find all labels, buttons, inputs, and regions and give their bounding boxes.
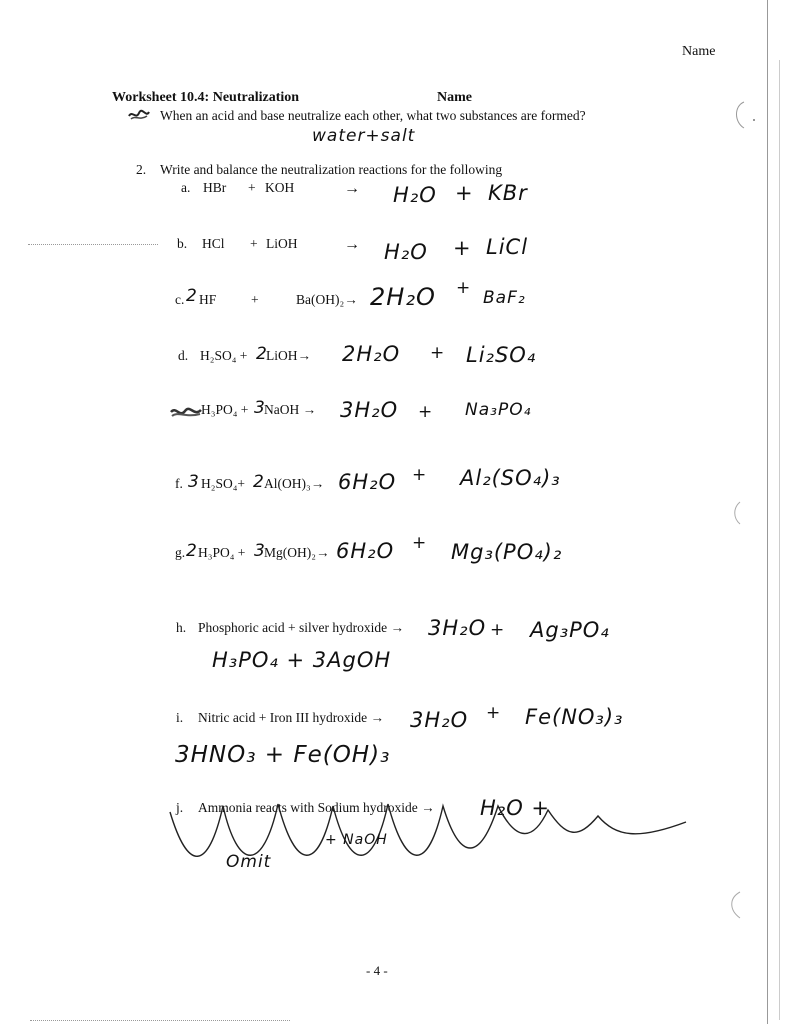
question2-text: Write and balance the neutralization reactions for the following	[160, 162, 503, 177]
reaction-c-product1: 2H₂O	[370, 283, 436, 311]
reaction-f-label: f.	[175, 476, 183, 491]
reaction-c-reactant1: HF	[199, 292, 217, 307]
reaction-f-reactant2: Al(OH)₃→	[264, 476, 325, 491]
reaction-d-reactant1: H₂SO₄ +	[200, 348, 248, 363]
reaction-b-product1: H₂O	[384, 240, 428, 264]
margin-mark	[730, 100, 758, 135]
margin-mark-2	[730, 500, 744, 531]
reaction-f-product-plus: +	[412, 465, 428, 485]
reaction-c-product2: BaF₂	[483, 288, 526, 308]
reaction-a-plus: +	[248, 180, 256, 195]
reaction-b-reactant2: LiOH	[266, 236, 298, 251]
reaction-a-product1: H₂O	[393, 183, 437, 207]
name-label: Name	[437, 90, 472, 105]
reaction-b-label: b.	[177, 236, 188, 251]
reaction-c-plus: +	[251, 292, 259, 307]
reaction-f-coef2: 2	[253, 472, 265, 492]
reaction-g-product1: 6H₂O	[336, 539, 395, 563]
scan-dots-bottom	[30, 1020, 290, 1021]
reaction-e-reactant2: NaOH →	[264, 402, 317, 417]
reaction-d-product-plus: +	[430, 343, 446, 363]
reaction-h-formula: H₃PO₄ + 3AgOH	[212, 648, 392, 672]
reaction-c-reactant2: Ba(OH)₂→	[296, 292, 358, 307]
reaction-i-formula: 3HNO₃ + Fe(OH)₃	[175, 742, 391, 768]
reaction-c-product-plus: +	[456, 278, 472, 298]
reaction-b-plus: +	[250, 236, 258, 251]
reaction-f-product1: 6H₂O	[338, 470, 397, 494]
question2-number: 2.	[136, 162, 147, 177]
reaction-g-product2: Mg₃(PO₄)₂	[451, 540, 563, 564]
reaction-a-product-plus: +	[455, 181, 474, 205]
reaction-d-coef2: 2	[256, 344, 268, 364]
scan-edge-line-2	[779, 60, 780, 1020]
reaction-g-coef1: 2	[186, 541, 198, 561]
reaction-h-product2: Ag₃PO₄	[530, 618, 610, 642]
reaction-h-product1: 3H₂O	[428, 616, 487, 640]
scan-edge-line	[767, 0, 768, 1024]
reaction-d-reactant2: LiOH→	[266, 348, 311, 363]
reaction-g-reactant1: H₃PO₄ +	[198, 545, 246, 560]
reaction-b-product2: LiCl	[486, 235, 529, 259]
reaction-e-product2: Na₃PO₄	[465, 400, 532, 420]
reaction-j-label: j.	[176, 800, 184, 815]
reaction-d-product2: Li₂SO₄	[466, 343, 537, 367]
page-number: - 4 -	[366, 963, 388, 978]
reaction-i-product2: Fe(NO₃)₃	[525, 705, 624, 729]
reaction-j-formula: + NaOH	[325, 832, 388, 848]
question1-answer: water+salt	[312, 126, 416, 146]
reaction-d-label: d.	[178, 348, 189, 363]
reaction-g-reactant2: Mg(OH)₂→	[264, 545, 330, 560]
scribble-icon	[128, 108, 150, 127]
smudge-icon	[170, 405, 202, 424]
reaction-h-label: h.	[176, 620, 187, 635]
reaction-c-label: c.	[175, 292, 185, 307]
top-name-label: Name	[682, 44, 716, 59]
reaction-g-product-plus: +	[412, 533, 428, 553]
reaction-a-reactant2: KOH	[265, 180, 295, 195]
reaction-c-coef1: 2	[186, 286, 198, 306]
reaction-b-product-plus: +	[453, 236, 472, 260]
reaction-g-label: g.	[175, 545, 186, 560]
reaction-a-arrow: →	[344, 180, 360, 197]
reaction-b-reactant1: HCl	[202, 236, 225, 251]
reaction-e-product1: 3H₂O	[340, 398, 399, 422]
reaction-i-product-plus: +	[486, 703, 502, 723]
reaction-i-product1: 3H₂O	[410, 708, 469, 732]
margin-mark-3	[726, 890, 746, 925]
reaction-f-reactant1: H₂SO₄+	[201, 476, 246, 491]
reaction-a-label: a.	[181, 180, 191, 195]
reaction-i-label: i.	[176, 710, 184, 725]
reaction-j-note: Omit	[226, 852, 272, 872]
reaction-a-product2: KBr	[488, 181, 528, 205]
reaction-e-product-plus: +	[418, 402, 434, 422]
reaction-j-product: H₂O +	[480, 796, 551, 820]
question1-text: When an acid and base neutralize each other, what two substances are formed?	[160, 108, 586, 123]
reaction-j-text: Ammonia reacts with Sodium hydroxide →	[198, 800, 435, 815]
reaction-f-coef1: 3	[188, 472, 200, 492]
reaction-e-reactant1: H₃PO₄ +	[201, 402, 249, 417]
reaction-g-coef2: 3	[254, 541, 266, 561]
reaction-d-product1: 2H₂O	[342, 342, 401, 366]
reaction-a-reactant1: HBr	[203, 180, 227, 195]
reaction-h-text: Phosphoric acid + silver hydroxide →	[198, 620, 404, 635]
reaction-f-product2: Al₂(SO₄)₃	[460, 466, 561, 490]
scan-dots-left	[28, 244, 158, 245]
reaction-e-coef2: 3	[254, 398, 266, 418]
reaction-h-product-plus: +	[490, 620, 506, 640]
reaction-b-arrow: →	[344, 236, 360, 253]
reaction-i-text: Nitric acid + Iron III hydroxide →	[198, 710, 385, 725]
worksheet-title: Worksheet 10.4: Neutralization	[112, 90, 300, 105]
